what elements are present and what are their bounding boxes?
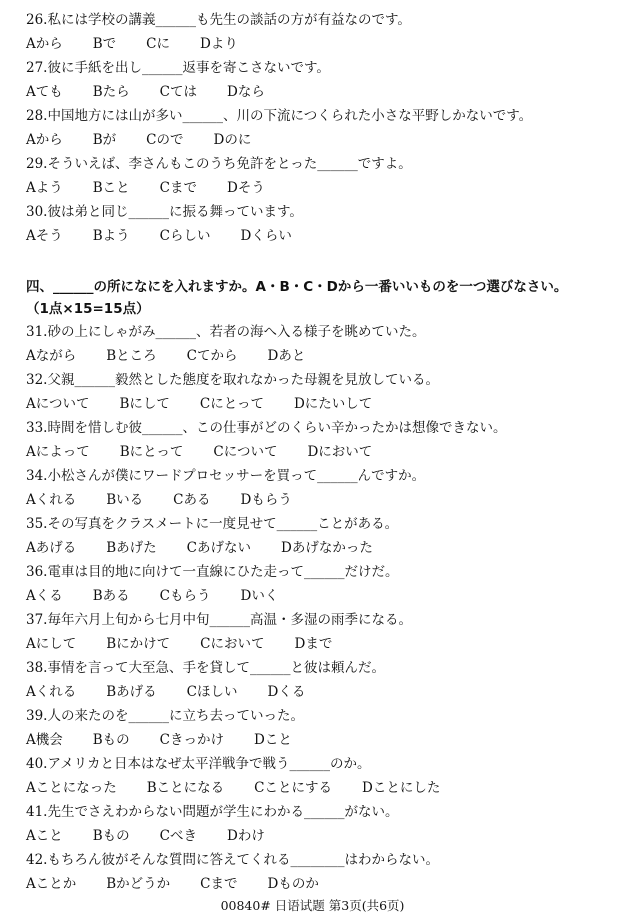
question-stem: 42.もちろん彼がそんな質問に答えてくれる________はわからない。 <box>26 852 439 868</box>
question-stem: 33.時間を惜しむ彼______、この仕事がどのくらい辛かったかは想像できない。 <box>26 420 507 436</box>
answer-option: Cまで <box>159 180 198 196</box>
question-stem: 37.毎年六月上旬から七月中旬______高温・多湿の雨季になる。 <box>26 612 412 628</box>
answer-option: Dあと <box>267 348 306 364</box>
answer-option: Aにして <box>26 636 77 652</box>
exam-page <box>26 8 616 896</box>
question-stem: 31.砂の上にしゃがみ______、若者の海へ入る様子を眺めていた。 <box>26 324 426 340</box>
answer-option: Cに <box>146 36 171 52</box>
answer-option: Dなら <box>227 84 265 100</box>
question-stem: 39.人の来たのを______に立ち去っていった。 <box>26 708 304 724</box>
options-row <box>26 344 616 368</box>
options-row <box>26 32 616 56</box>
options-row <box>26 488 616 512</box>
question-block-26-30 <box>26 8 616 248</box>
answer-option: Aによって <box>26 444 90 460</box>
options-row <box>26 872 616 896</box>
answer-option: Cことにする <box>254 780 333 796</box>
question-stem: 36.電車は目的地に向けて一直線にひた走って______だけだ。 <box>26 564 399 580</box>
answer-option: Dにおいて <box>307 444 373 460</box>
answer-option: Cあげない <box>186 540 252 556</box>
question-block-31-42 <box>26 320 616 896</box>
answer-option: Aそう <box>26 228 63 244</box>
options-row <box>26 440 616 464</box>
question-stem: 38.事情を言って大至急、手を貸して______と彼は頼んだ。 <box>26 660 385 676</box>
question-stem: 32.父親______毅然とした態度を取れなかった母親を見放している。 <box>26 372 439 388</box>
answer-option: Dにたいして <box>293 396 373 412</box>
answer-option: Dのに <box>213 132 252 148</box>
answer-option: Bところ <box>106 348 157 364</box>
question-stem: 30.彼は弟と同じ______に振る舞っています。 <box>26 204 303 220</box>
options-row <box>26 824 616 848</box>
answer-option: Cきっかけ <box>159 732 225 748</box>
answer-option: Cもらう <box>159 588 211 604</box>
answer-option: Cので <box>146 132 184 148</box>
question-stem: 27.彼に手紙を出し______返事を寄こさないです。 <box>26 60 330 76</box>
answer-option: Bたら <box>92 84 130 100</box>
answer-option: A機会 <box>26 732 63 748</box>
page-footer: 00840# 日语试题 第3页(共6页) <box>220 898 405 913</box>
question-stem: 35.その写真をクラスメートに一度見せて______ことがある。 <box>26 516 399 532</box>
answer-option: Aくる <box>26 588 63 604</box>
answer-option: Dものか <box>267 876 319 892</box>
answer-option: Aながら <box>26 348 77 364</box>
answer-option: Bにかけて <box>106 636 171 652</box>
answer-option: Dくらい <box>240 228 292 244</box>
answer-option: Dそう <box>227 180 265 196</box>
answer-option: Cてから <box>186 348 238 364</box>
answer-option: Dいく <box>240 588 279 604</box>
answer-option: Cらしい <box>159 228 211 244</box>
answer-option: Bことになる <box>146 780 225 796</box>
answer-option: Dあげなかった <box>281 540 373 556</box>
answer-option: Aくれる <box>26 684 77 700</box>
answer-option: Dこと <box>254 732 292 748</box>
answer-option: Aよう <box>26 180 63 196</box>
answer-option: Aくれる <box>26 492 77 508</box>
answer-option: Cについて <box>213 444 278 460</box>
answer-option: Bが <box>92 132 117 148</box>
answer-option: Aあげる <box>26 540 77 556</box>
answer-option: Aこと <box>26 828 63 844</box>
answer-option: Cべき <box>159 828 198 844</box>
answer-option: Dわけ <box>227 828 265 844</box>
answer-option: Aから <box>26 132 63 148</box>
answer-option: Aことになった <box>26 780 117 796</box>
answer-option: Bいる <box>106 492 144 508</box>
options-row <box>26 224 616 248</box>
answer-option: Aについて <box>26 396 90 412</box>
options-row <box>26 80 616 104</box>
answer-option: Bよう <box>92 228 130 244</box>
answer-option: Aから <box>26 36 63 52</box>
answer-option: Cある <box>173 492 211 508</box>
answer-option: Aことか <box>26 876 77 892</box>
answer-option: Bもの <box>92 828 130 844</box>
question-stem: 40.アメリカと日本はなぜ太平洋戦争で戦う______のか。 <box>26 756 371 772</box>
answer-option: Bにとって <box>119 444 184 460</box>
options-row <box>26 632 616 656</box>
answer-option: Bにして <box>119 396 170 412</box>
question-stem: 29.そういえば、李さんもこのうち免許をとった______ですよ。 <box>26 156 412 172</box>
options-row <box>26 680 616 704</box>
answer-option: Dくる <box>267 684 306 700</box>
answer-option: Dことにした <box>362 780 441 796</box>
answer-option: Dより <box>200 36 238 52</box>
answer-option: Bあげた <box>106 540 157 556</box>
options-row <box>26 584 616 608</box>
question-stem: 26.私には学校の講義______も先生の談話の方が有益なのです。 <box>26 12 411 28</box>
answer-option: Aても <box>26 84 63 100</box>
answer-option: Bもの <box>92 732 130 748</box>
section-4-score: （1点×15=15点） <box>26 301 150 317</box>
answer-option: Bかどうか <box>106 876 171 892</box>
options-row <box>26 776 616 800</box>
options-row <box>26 176 616 200</box>
answer-option: Cては <box>159 84 198 100</box>
options-row <box>26 728 616 752</box>
answer-option: Bで <box>92 36 117 52</box>
answer-option: Cほしい <box>186 684 238 700</box>
answer-option: Cにとって <box>199 396 264 412</box>
answer-option: Dまで <box>294 636 333 652</box>
options-row <box>26 536 616 560</box>
question-stem: 28.中国地方には山が多い______、川の下流につくられた小さな平野しかないです。 <box>26 108 533 124</box>
answer-option: Bこと <box>92 180 130 196</box>
section-gap <box>26 248 616 276</box>
answer-option: Bあげる <box>106 684 157 700</box>
answer-option: Cまで <box>200 876 238 892</box>
question-stem: 34.小松さんが僕にワードプロセッサーを買って______んですか。 <box>26 468 426 484</box>
question-stem: 41.先生でさえわからない問題が学生にわかる______がない。 <box>26 804 399 820</box>
answer-option: Bある <box>92 588 130 604</box>
options-row <box>26 392 616 416</box>
options-row <box>26 128 616 152</box>
answer-option: Cにおいて <box>200 636 265 652</box>
section-4-heading: 四、______の所になにを入れますか。A・B・C・Dから一番いいものを一つ選びなさい。 <box>26 279 568 295</box>
answer-option: Dもらう <box>240 492 292 508</box>
